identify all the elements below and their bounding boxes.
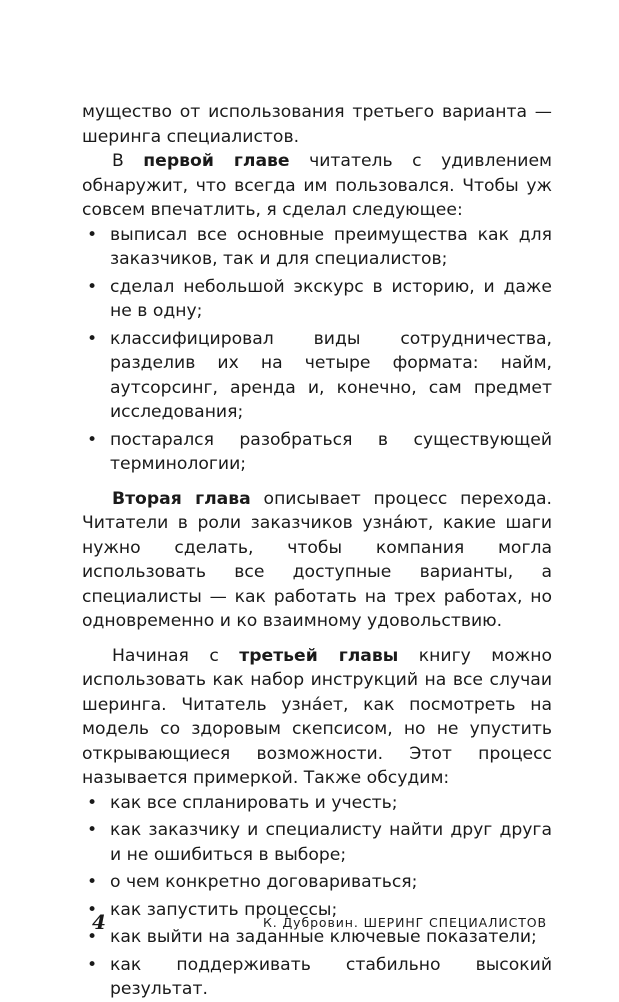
list-item-text: о чем конкретно договариваться;	[110, 872, 418, 892]
page-number: 4	[92, 910, 106, 934]
chapter3-list	[82, 791, 552, 1002]
list-item	[82, 791, 552, 816]
chapter3-lead: Начиная с	[112, 645, 240, 666]
bullet-icon: •	[87, 899, 98, 920]
bullet-icon: •	[87, 872, 98, 892]
list-item	[82, 275, 552, 324]
bullet-icon: •	[87, 954, 98, 975]
list-item	[82, 953, 552, 1002]
running-title: К. Дубровин. ШЕРИНГ СПЕЦИАЛИСТОВ	[263, 915, 547, 930]
list-item	[82, 428, 552, 477]
chapter1-paragraph	[82, 149, 552, 223]
bullet-icon: •	[87, 276, 98, 297]
bullet-icon: •	[87, 792, 98, 813]
list-item-text: как выйти на заданные ключевые показатели;	[110, 927, 537, 947]
list-item-text: выписал все основные преимущества как для заказчиков, так и для специалистов;	[110, 224, 552, 269]
chapter1-text: читатель с удивлением обнаружит, что всегда им пользовался. Чтобы уж совсем впечатлить, я сделал следующее:	[82, 151, 552, 220]
chapter1-bold: первой главе	[143, 151, 290, 171]
chapter2-paragraph	[82, 487, 552, 634]
list-item	[82, 818, 552, 867]
bullet-icon: •	[87, 328, 98, 349]
bullet-icon: •	[87, 820, 98, 840]
bullet-icon: •	[87, 927, 98, 947]
chapter3-text: книгу можно использовать как набор инструкций на все случаи шеринга. Читатель узна́ет, как посмотреть на модель со здоровым скепсисом, но не упустить открывающиеся возможности. Этот процесс называется примеркой. Также обсудим:	[82, 645, 552, 788]
bullet-icon: •	[87, 224, 98, 245]
intro-paragraph: мущество от использования третьего варианта — шеринга специалистов.	[82, 102, 552, 147]
chapter3-bold: третьей главы	[239, 645, 399, 666]
list-item-text: как заказчику и специалисту найти друг друга и не ошибиться в выборе;	[110, 820, 552, 865]
list-item	[82, 223, 552, 272]
bullet-icon: •	[87, 429, 98, 450]
list-item-text: классифицировал виды сотрудничества, разделив их на четыре формата: найм, аутсорсинг, аренда и, конечно, сам предмет исследования;	[110, 328, 552, 422]
chapter2-text: описывает процесс перехода. Читатели в роли заказчиков узна́ют, какие шаги нужно сделать, чтобы компания могла использовать все доступные варианты, а специалисты — как работать на трех работах, но одновременно и ко взаимному удовольствию.	[82, 488, 553, 631]
chapter2-bold: Вторая глава	[112, 488, 251, 509]
chapter3-paragraph	[82, 644, 552, 791]
chapter1-lead: В	[112, 151, 144, 171]
list-item	[82, 870, 552, 895]
list-item-text: сделал небольшой экскурс в историю, и даже не в одну;	[110, 276, 552, 321]
chapter1-list	[82, 223, 552, 477]
list-item-text: как запустить процессы;	[110, 899, 338, 920]
list-item-text: как поддерживать стабильно высокий результат.	[110, 954, 552, 999]
list-item-text: как все спланировать и учесть;	[110, 792, 398, 813]
page-body	[82, 100, 552, 1002]
list-item-text: постарался разобраться в существующей терминологии;	[110, 429, 552, 474]
list-item	[82, 327, 552, 425]
